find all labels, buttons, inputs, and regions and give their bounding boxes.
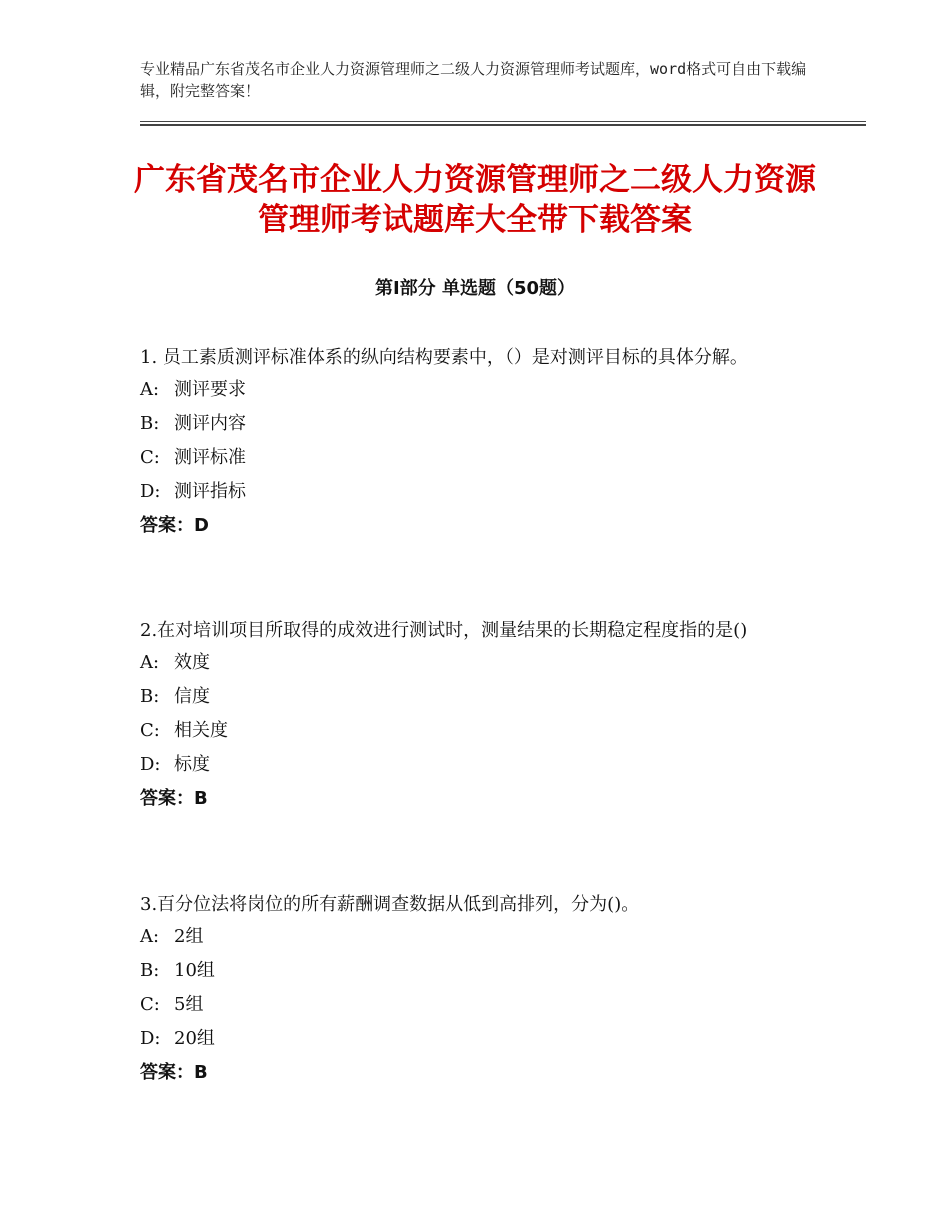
question-3: [140, 890, 820, 1090]
option-d: [140, 1022, 820, 1056]
header-divider-thin: [140, 121, 866, 122]
option-letter: A:: [140, 652, 160, 673]
question-text: 3.百分位法将岗位的所有薪酬调查数据从低到高排列，分为()。: [140, 894, 640, 915]
option-c: [140, 441, 820, 475]
option-letter: B:: [140, 686, 160, 707]
header-note: 专业精品广东省茂名市企业人力资源管理师之二级人力资源管理师考试题库，word格式可自由下载编辑，附完整答案！: [140, 60, 807, 100]
header-divider-thick: [140, 124, 866, 126]
section-heading: 第Ⅰ部分 单选题（50题）: [374, 278, 575, 299]
option-b: [140, 680, 820, 714]
option-letter: C:: [140, 447, 160, 468]
option-text: 标度: [174, 754, 210, 775]
option-letter: B:: [140, 960, 160, 981]
option-text: 测评要求: [174, 379, 246, 400]
option-letter: A:: [140, 926, 160, 947]
question-text: 2.在对培训项目所取得的成效进行测试时，测量结果的长期稳定程度指的是(): [140, 620, 748, 641]
answer-label: 答案：B: [140, 1062, 208, 1083]
answer-label: 答案：B: [140, 788, 208, 809]
document-title: 广东省茂名市企业人力资源管理师之二级人力资源管理师考试题库大全带下载答案: [134, 162, 816, 238]
option-letter: D:: [140, 754, 161, 775]
option-text: 相关度: [174, 720, 228, 741]
option-text: 测评标准: [174, 447, 246, 468]
question-text: 1. 员工素质测评标准体系的纵向结构要素中，（）是对测评目标的具体分解。: [140, 347, 748, 368]
option-text: 10组: [174, 960, 215, 981]
option-text: 测评内容: [174, 413, 246, 434]
option-letter: D:: [140, 481, 161, 502]
option-text: 20组: [174, 1028, 215, 1049]
option-letter: A:: [140, 379, 160, 400]
option-letter: C:: [140, 994, 160, 1015]
question-1: [140, 343, 820, 543]
option-c: [140, 988, 820, 1022]
option-d: [140, 475, 820, 509]
question-2: [140, 616, 820, 816]
option-text: 5组: [174, 994, 204, 1015]
option-text: 测评指标: [174, 481, 246, 502]
option-a: [140, 646, 820, 680]
option-a: [140, 373, 820, 407]
option-letter: C:: [140, 720, 160, 741]
answer-label: 答案：D: [140, 515, 209, 536]
option-c: [140, 714, 820, 748]
option-a: [140, 920, 820, 954]
option-letter: B:: [140, 413, 160, 434]
option-b: [140, 407, 820, 441]
option-text: 2组: [174, 926, 204, 947]
option-text: 效度: [174, 652, 210, 673]
option-letter: D:: [140, 1028, 161, 1049]
option-text: 信度: [174, 686, 210, 707]
option-d: [140, 748, 820, 782]
option-b: [140, 954, 820, 988]
